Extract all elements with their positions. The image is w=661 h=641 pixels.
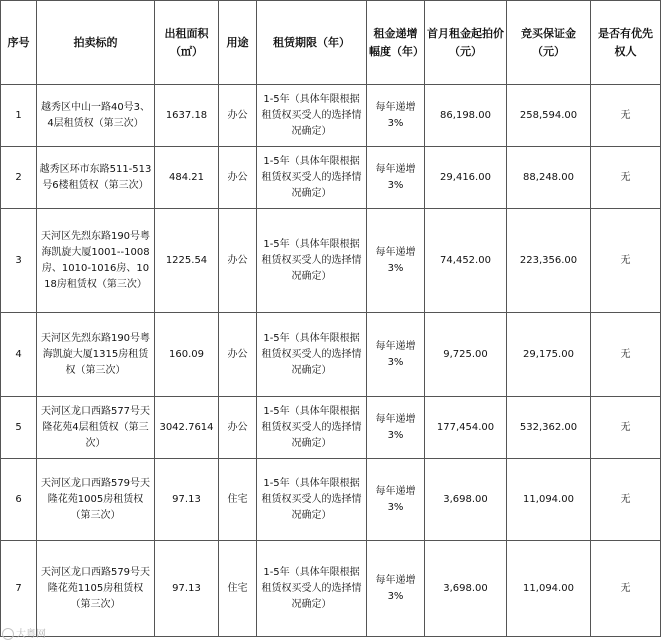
cell-deposit: 88,248.00 xyxy=(507,147,591,209)
increase-label: 每年递增 xyxy=(375,413,416,425)
cell-term: 1-5年（具体年限根据租赁权买受人的选择情况确定） xyxy=(257,209,367,313)
cell-use: 办公 xyxy=(219,85,257,147)
table-row xyxy=(1,313,661,397)
header-row xyxy=(1,1,661,85)
increase-label: 每年递增 xyxy=(375,574,416,586)
watermark-text: 大粤网 xyxy=(16,629,46,640)
cell-target: 天河区龙口西路577号天隆花苑4层租赁权（第三次） xyxy=(37,397,155,459)
cell-area: 484.21 xyxy=(155,147,219,209)
header-use: 用途 xyxy=(219,1,257,85)
cell-deposit: 11,094.00 xyxy=(507,459,591,541)
watermark-logo-icon xyxy=(2,628,14,640)
cell-increase xyxy=(367,85,425,147)
cell-rent: 86,198.00 xyxy=(425,85,507,147)
cell-area: 160.09 xyxy=(155,313,219,397)
cell-term: 1-5年（具体年限根据租赁权买受人的选择情况确定） xyxy=(257,541,367,637)
cell-priority: 无 xyxy=(591,147,661,209)
cell-area: 3042.7614 xyxy=(155,397,219,459)
cell-priority: 无 xyxy=(591,313,661,397)
increase-rate: 3% xyxy=(387,179,404,191)
cell-increase xyxy=(367,147,425,209)
cell-deposit: 11,094.00 xyxy=(507,541,591,637)
table-row xyxy=(1,397,661,459)
table-row xyxy=(1,459,661,541)
cell-increase xyxy=(367,209,425,313)
cell-priority: 无 xyxy=(591,541,661,637)
increase-label: 每年递增 xyxy=(375,101,416,113)
cell-no: 4 xyxy=(1,313,37,397)
cell-no: 2 xyxy=(1,147,37,209)
cell-term: 1-5年（具体年限根据租赁权买受人的选择情况确定） xyxy=(257,459,367,541)
cell-target: 越秀区环市东路511-513号6楼租赁权（第三次） xyxy=(37,147,155,209)
table-row xyxy=(1,541,661,637)
cell-rent: 3,698.00 xyxy=(425,459,507,541)
cell-deposit: 532,362.00 xyxy=(507,397,591,459)
cell-no: 7 xyxy=(1,541,37,637)
cell-use: 办公 xyxy=(219,147,257,209)
increase-label: 每年递增 xyxy=(375,340,416,352)
cell-no: 3 xyxy=(1,209,37,313)
table-row xyxy=(1,209,661,313)
increase-rate: 3% xyxy=(387,590,404,602)
cell-priority: 无 xyxy=(591,209,661,313)
increase-rate: 3% xyxy=(387,429,404,441)
cell-area: 1637.18 xyxy=(155,85,219,147)
cell-rent: 29,416.00 xyxy=(425,147,507,209)
cell-area: 97.13 xyxy=(155,459,219,541)
cell-rent: 3,698.00 xyxy=(425,541,507,637)
header-deposit: 竞买保证金（元） xyxy=(507,1,591,85)
increase-label: 每年递增 xyxy=(375,485,416,497)
header-increase: 租金递增幅度（年） xyxy=(367,1,425,85)
cell-increase xyxy=(367,541,425,637)
cell-priority: 无 xyxy=(591,85,661,147)
header-priority: 是否有优先权人 xyxy=(591,1,661,85)
table-row xyxy=(1,147,661,209)
header-area: 出租面积（㎡） xyxy=(155,1,219,85)
cell-use: 办公 xyxy=(219,209,257,313)
cell-term: 1-5年（具体年限根据租赁权买受人的选择情况确定） xyxy=(257,397,367,459)
cell-target: 天河区先烈东路190号粤海凯旋大厦1001--1008房、1010-1016房、1018房租赁权（第三次） xyxy=(37,209,155,313)
cell-use: 办公 xyxy=(219,397,257,459)
cell-use: 办公 xyxy=(219,313,257,397)
cell-priority: 无 xyxy=(591,459,661,541)
cell-target: 天河区龙口西路579号天隆花苑1105房租赁权（第三次） xyxy=(37,541,155,637)
table-row xyxy=(1,85,661,147)
increase-rate: 3% xyxy=(387,356,404,368)
cell-increase xyxy=(367,397,425,459)
watermark xyxy=(2,625,46,640)
increase-label: 每年递增 xyxy=(375,163,416,175)
cell-target: 天河区先烈东路190号粤海凯旋大厦1315房租赁权（第三次） xyxy=(37,313,155,397)
cell-area: 1225.54 xyxy=(155,209,219,313)
cell-area: 97.13 xyxy=(155,541,219,637)
cell-no: 1 xyxy=(1,85,37,147)
cell-rent: 177,454.00 xyxy=(425,397,507,459)
cell-increase xyxy=(367,459,425,541)
cell-deposit: 29,175.00 xyxy=(507,313,591,397)
cell-no: 6 xyxy=(1,459,37,541)
cell-use: 住宅 xyxy=(219,541,257,637)
cell-term: 1-5年（具体年限根据租赁权买受人的选择情况确定） xyxy=(257,313,367,397)
cell-priority: 无 xyxy=(591,397,661,459)
cell-deposit: 223,356.00 xyxy=(507,209,591,313)
cell-rent: 74,452.00 xyxy=(425,209,507,313)
header-no: 序号 xyxy=(1,1,37,85)
increase-rate: 3% xyxy=(387,262,404,274)
cell-use: 住宅 xyxy=(219,459,257,541)
cell-rent: 9,725.00 xyxy=(425,313,507,397)
increase-rate: 3% xyxy=(387,117,404,129)
cell-no: 5 xyxy=(1,397,37,459)
cell-target: 越秀区中山一路40号3、4层租赁权（第三次） xyxy=(37,85,155,147)
cell-target: 天河区龙口西路579号天隆花苑1005房租赁权（第三次） xyxy=(37,459,155,541)
header-rent: 首月租金起拍价（元） xyxy=(425,1,507,85)
increase-rate: 3% xyxy=(387,501,404,513)
cell-term: 1-5年（具体年限根据租赁权买受人的选择情况确定） xyxy=(257,85,367,147)
cell-term: 1-5年（具体年限根据租赁权买受人的选择情况确定） xyxy=(257,147,367,209)
cell-deposit: 258,594.00 xyxy=(507,85,591,147)
header-target: 拍卖标的 xyxy=(37,1,155,85)
header-term: 租赁期限（年） xyxy=(257,1,367,85)
cell-increase xyxy=(367,313,425,397)
increase-label: 每年递增 xyxy=(375,246,416,258)
